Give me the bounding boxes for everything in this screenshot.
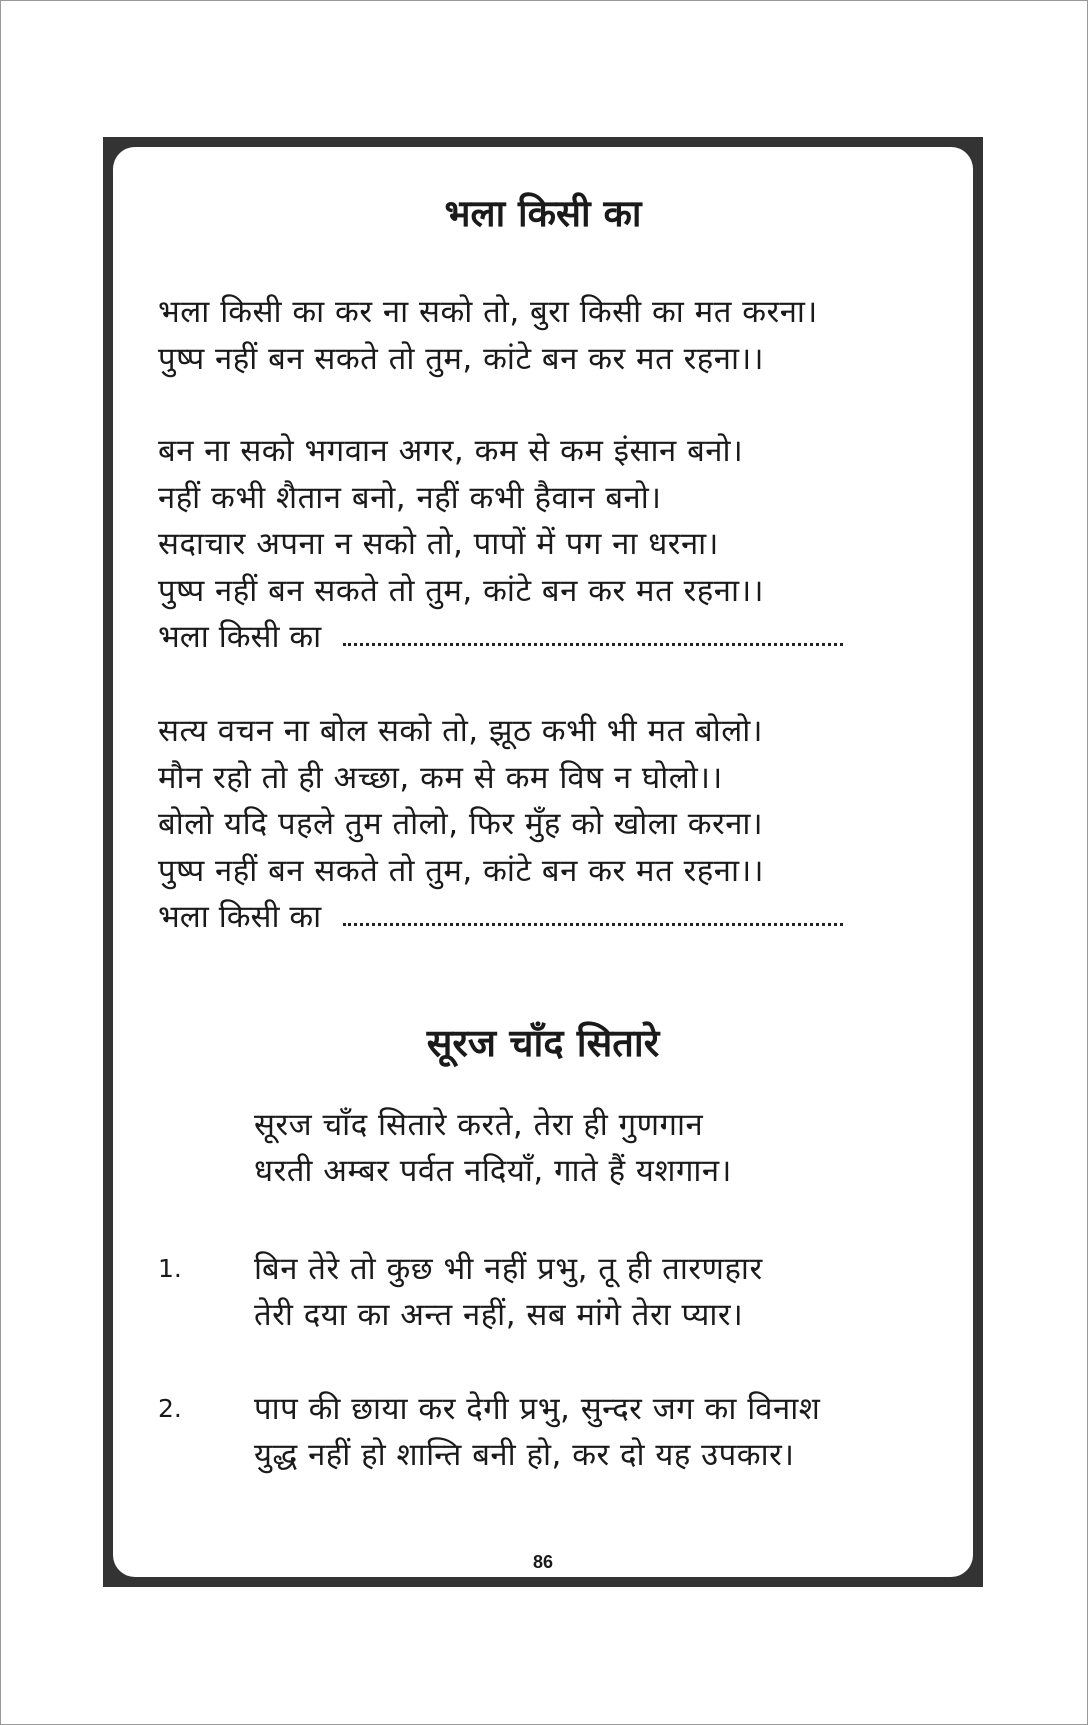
verse-line: भला किसी का कर ना सको तो, बुरा किसी का मत करना। [158,294,818,330]
poem1-title: भला किसी का [444,192,642,235]
verse-line: बन ना सको भगवान अगर, कम से कम इंसान बनो। [158,433,744,469]
verse-number: 1. [158,1254,182,1283]
refrain-line [158,614,843,660]
verse-line: बिन तेरे तो कुछ भी नहीं प्रभु, तू ही तारणहार [254,1251,763,1287]
verse-line: नहीं कभी शैतान बनो, नहीं कभी हैवान बनो। [158,479,662,516]
verse-line: बोलो यदि पहले तुम तोलो, फिर मुँह को खोला करना। [158,806,764,843]
verse-line: सत्य वचन ना बोल सको तो, झूठ कभी भी मत बोलो। [158,713,764,749]
verse-line: मौन रहो तो ही अच्छा, कम से कम विष न घोलो।। [158,759,723,796]
refrain-text: भला किसी का [158,619,322,655]
verse-line: पाप की छाया कर देगी प्रभु, सुन्दर जग का विनाश [254,1391,821,1427]
verse-body [254,1246,763,1338]
poem1-stanza-3 [158,708,764,894]
poem2-chorus [254,1102,732,1194]
poem1-stanza-1 [158,289,818,382]
refrain-text: भला किसी का [158,899,322,935]
verse-line: पुष्प नहीं बन सकते तो तुम, कांटे बन कर मत रहना।। [158,852,764,889]
verse-body [254,1386,820,1478]
verse-line: पुष्प नहीं बन सकते तो तुम, कांटे बन कर मत रहना।। [158,340,764,377]
dotted-leader [343,643,843,646]
verse-line: सूरज चाँद सितारे करते, तेरा ही गुणगान [254,1107,704,1143]
verse-line: सदाचार अपना न सको तो, पापों में पग ना धरना। [158,526,719,563]
verse-line: तेरी दया का अन्त नहीं, सब मांगे तेरा प्यार। [254,1297,744,1333]
verse-line: युद्ध नहीं हो शान्ति बनी हो, कर दो यह उपकार। [254,1437,795,1473]
verse-number: 2. [158,1394,182,1423]
dotted-leader [343,923,843,926]
verse-line: धरती अम्बर पर्वत नदियाँ, गाते हैं यशगान। [254,1153,732,1189]
refrain-line [158,894,843,940]
poem2-title: सूरज चाँद सितारे [426,1021,660,1065]
page-number: 86 [532,1552,554,1572]
verse-line: पुष्प नहीं बन सकते तो तुम, कांटे बन कर मत रहना।। [158,572,764,609]
poem1-stanza-2 [158,428,764,614]
